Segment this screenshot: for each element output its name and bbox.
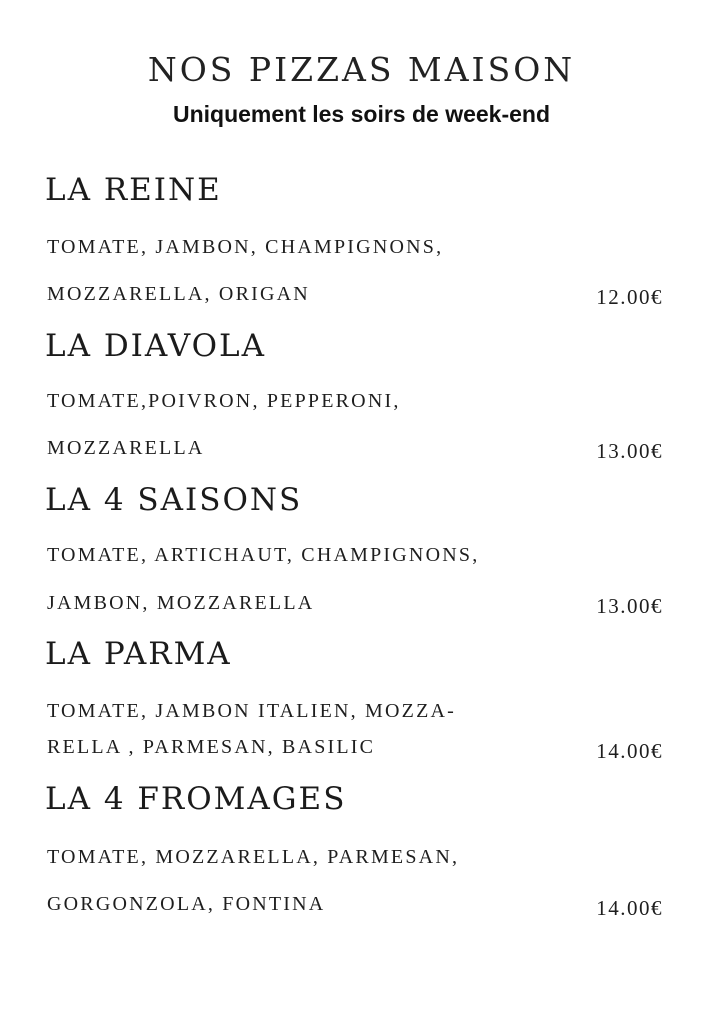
pizza-ingredients-parma-line2: RELLA , PARMESAN, BASILIC xyxy=(47,736,376,758)
pizza-price-reine: 12.00€ xyxy=(596,285,663,309)
menu-subtitle: Uniquement les soirs de week-end xyxy=(172,101,551,127)
pizza-ingredients-diavola-line2: MOZZARELLA xyxy=(47,437,205,459)
pizza-ingredients-4-fromages-line1: TOMATE, MOZZARELLA, PARMESAN, xyxy=(47,846,460,868)
pizza-name-parma: LA PARMA xyxy=(45,636,232,672)
pizza-ingredients-4-saisons-line1: TOMATE, ARTICHAUT, CHAMPIGNONS, xyxy=(47,544,480,566)
pizza-name-4-saisons: LA 4 SAISONS xyxy=(45,482,303,518)
pizza-ingredients-4-saisons-line2: JAMBON, MOZZARELLA xyxy=(47,592,315,614)
pizza-name-4-fromages: LA 4 FROMAGES xyxy=(45,781,347,817)
pizza-ingredients-reine-line2: MOZZARELLA, ORIGAN xyxy=(47,283,310,305)
pizza-ingredients-reine-line1: TOMATE, JAMBON, CHAMPIGNONS, xyxy=(47,236,444,258)
pizza-name-reine: LA REINE xyxy=(45,172,222,208)
pizza-ingredients-4-fromages-line2: GORGONZOLA, FONTINA xyxy=(47,893,326,915)
menu-title: NOS PIZZAS MAISON xyxy=(147,50,576,89)
pizza-price-diavola: 13.00€ xyxy=(596,439,663,463)
pizza-name-diavola: LA DIAVOLA xyxy=(45,328,267,364)
pizza-price-4-fromages: 14.00€ xyxy=(596,896,663,920)
pizza-price-4-saisons: 13.00€ xyxy=(596,594,663,618)
pizza-ingredients-parma-line1: TOMATE, JAMBON ITALIEN, MOZZA- xyxy=(47,700,456,722)
pizza-ingredients-diavola-line1: TOMATE,POIVRON, PEPPERONI, xyxy=(47,390,401,412)
pizza-price-parma: 14.00€ xyxy=(596,739,663,763)
